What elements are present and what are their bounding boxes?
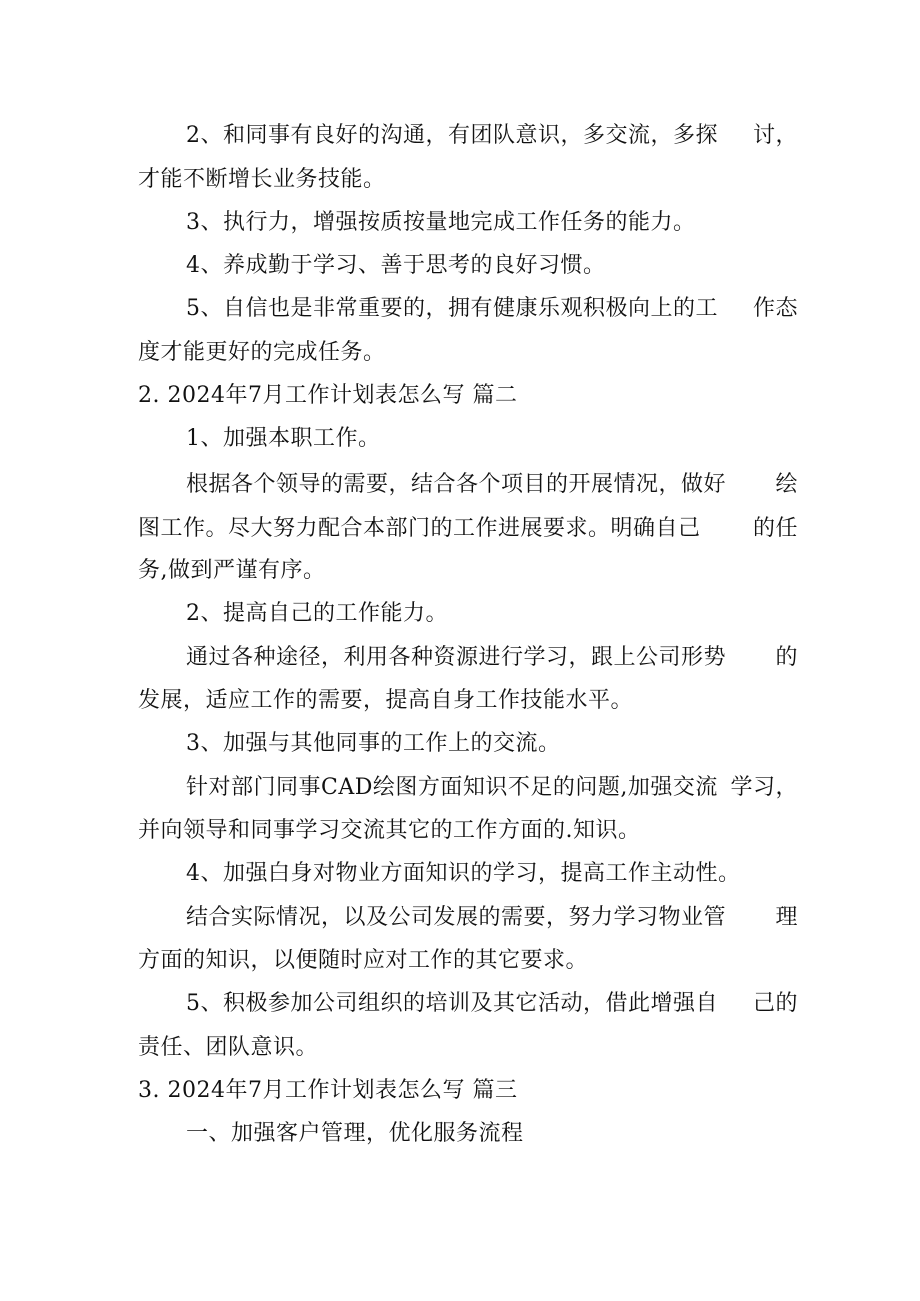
text-line — [186, 203, 798, 243]
text-line — [138, 333, 798, 373]
text-line — [138, 681, 798, 721]
text-line — [186, 116, 798, 156]
text-segment: 3、执行力，增强按质按量地完成工作任务的能力。 — [186, 210, 696, 235]
text-segment: 2. 2024年7月工作计划表怎么写 篇二 — [138, 383, 518, 408]
text-segment: 图工作。尽大努力配合本部门的工作进展要求。明确自己 — [138, 516, 701, 541]
text-segment: 4、加强白身对物业方面知识的学习，提高工作主动性。 — [186, 861, 741, 886]
text-segment: 讨， — [752, 123, 798, 148]
text-segment: 根据各个领导的需要，结合各个项目的开展情况，做好 — [186, 472, 727, 497]
text-line — [186, 289, 798, 329]
text-line — [186, 419, 798, 459]
text-line — [138, 811, 798, 851]
text-segment: 1、加强本职工作。 — [186, 426, 381, 451]
text-segment: 发展，适应工作的需要，提高自身工作技能水平。 — [138, 688, 634, 713]
text-line — [186, 638, 798, 678]
text-segment: 己的 — [752, 991, 798, 1016]
text-segment: 通过各种途径，利用各种资源进行学习，跟上公司形势 — [186, 645, 727, 670]
text-segment: 才能不断增长业务技能。 — [138, 167, 386, 192]
text-segment: 针对部门同事CAD绘图方面知识不足的问题,加强交流 — [186, 775, 718, 800]
text-line — [138, 509, 798, 549]
text-segment: 的 — [775, 645, 798, 670]
text-segment: 3. 2024年7月工作计划表怎么写 篇三 — [138, 1078, 518, 1103]
text-segment: 一、加强客户管理，优化服务流程 — [186, 1121, 524, 1146]
text-line — [186, 246, 798, 286]
text-line — [186, 854, 798, 894]
text-line — [186, 984, 798, 1024]
text-line — [138, 941, 798, 981]
text-line — [138, 160, 798, 200]
text-segment: 2、和同事有良好的沟通，有团队意识，多交流，多探 — [186, 123, 718, 148]
text-segment: 作态 — [752, 296, 798, 321]
text-segment: 务,做到严谨有序。 — [138, 558, 326, 583]
text-segment: 并向领导和同事学习交流其它的工作方面的.知识。 — [138, 818, 641, 843]
text-line — [186, 898, 798, 938]
text-segment: 责任、团队意识。 — [138, 1035, 319, 1060]
section-heading — [138, 376, 798, 416]
text-segment: 理 — [775, 905, 798, 930]
text-line — [186, 768, 798, 808]
text-segment: 度才能更好的完成任务。 — [138, 340, 386, 365]
text-line — [138, 1028, 798, 1068]
text-segment: 2、提高自己的工作能力。 — [186, 601, 448, 626]
text-segment: 3、加强与其他同事的工作上的交流。 — [186, 731, 561, 756]
text-line — [186, 594, 798, 634]
text-segment: 4、养成勤于学习、善于思考的良好习惯。 — [186, 253, 606, 278]
text-segment: 结合实际情况，以及公司发展的需要，努力学习物业管 — [186, 905, 727, 930]
text-segment: 5、积极参加公司组织的培训及其它活动，借此增强自 — [186, 991, 718, 1016]
text-segment: 方面的知识，以便随时应对工作的其它要求。 — [138, 948, 589, 973]
text-line — [138, 551, 798, 591]
text-line — [186, 1114, 798, 1154]
text-line — [186, 465, 798, 505]
text-segment: 的任 — [752, 516, 798, 541]
text-segment: 5、自信也是非常重要的，拥有健康乐观积极向上的工 — [186, 296, 718, 321]
section-heading — [138, 1071, 798, 1111]
text-segment: 学习， — [730, 775, 798, 800]
text-segment: 绘 — [775, 472, 798, 497]
text-line — [186, 724, 798, 764]
